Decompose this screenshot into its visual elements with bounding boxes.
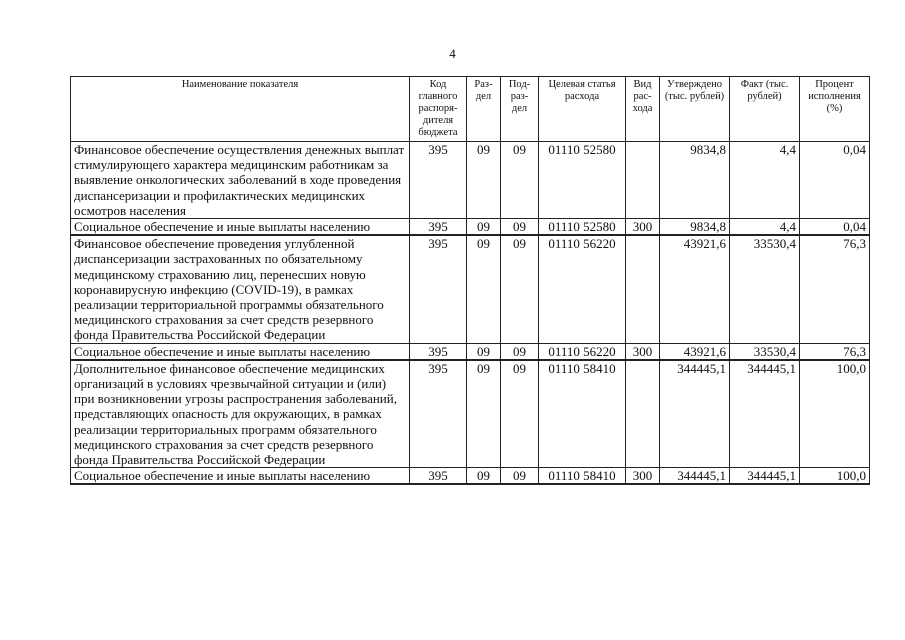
row-percent: 76,3 xyxy=(800,343,870,360)
header-percent: Процент исполнения (%) xyxy=(800,77,870,142)
row-code: 395 xyxy=(410,360,467,468)
row-subsection: 09 xyxy=(501,343,539,360)
row-kind: 300 xyxy=(626,468,660,485)
row-kind: 300 xyxy=(626,343,660,360)
row-section: 09 xyxy=(467,219,501,236)
header-name: Наименование показателя xyxy=(71,77,410,142)
row-fact: 344445,1 xyxy=(730,468,800,485)
row-section: 09 xyxy=(467,360,501,468)
table-row xyxy=(71,142,870,219)
row-subsection: 09 xyxy=(501,235,539,343)
row-target: 01110 56220 xyxy=(539,343,626,360)
row-section: 09 xyxy=(467,468,501,485)
row-target: 01110 52580 xyxy=(539,142,626,219)
row-approved: 43921,6 xyxy=(660,343,730,360)
row-code: 395 xyxy=(410,468,467,485)
row-fact: 344445,1 xyxy=(730,360,800,468)
row-fact: 4,4 xyxy=(730,219,800,236)
row-subsection: 09 xyxy=(501,142,539,219)
row-name: Дополнительное финансовое обеспечение медицинских организаций в условиях чрезвычайной ситуации и (или) при возникновении угрозы распространения заболеваний, представляющих опасность для окружающих, в рамках реализации территориальных программ обязательного медицинского страхования за счет средств резервного фонда Правительства Российской Федерации xyxy=(71,360,410,468)
row-name: Социальное обеспечение и иные выплаты населению xyxy=(71,219,410,236)
row-code: 395 xyxy=(410,343,467,360)
row-approved: 43921,6 xyxy=(660,235,730,343)
row-kind xyxy=(626,235,660,343)
header-code: Код главного распоря-дителя бюджета xyxy=(410,77,467,142)
row-code: 395 xyxy=(410,235,467,343)
table-row xyxy=(71,343,870,360)
row-kind xyxy=(626,360,660,468)
table-row xyxy=(71,219,870,236)
row-subsection: 09 xyxy=(501,468,539,485)
row-fact: 33530,4 xyxy=(730,235,800,343)
row-code: 395 xyxy=(410,219,467,236)
row-percent: 0,04 xyxy=(800,142,870,219)
header-target: Целевая статья расхода xyxy=(539,77,626,142)
row-fact: 33530,4 xyxy=(730,343,800,360)
header-kind: Вид рас-хода xyxy=(626,77,660,142)
header-fact: Факт (тыс. рублей) xyxy=(730,77,800,142)
row-section: 09 xyxy=(467,142,501,219)
table-header-row xyxy=(71,77,870,142)
row-kind: 300 xyxy=(626,219,660,236)
row-target: 01110 56220 xyxy=(539,235,626,343)
row-target: 01110 52580 xyxy=(539,219,626,236)
row-percent: 76,3 xyxy=(800,235,870,343)
header-section: Раз-дел xyxy=(467,77,501,142)
row-name: Финансовое обеспечение проведения углубленной диспансеризации застрахованных по обязательному медицинскому страхованию лиц, перенесших новую коронавирусную инфекцию (COVID-19), в рамках реализации территориальной программы обязательного медицинского страхования за счет средств резервного фонда Правительства Российской Федерации xyxy=(71,235,410,343)
row-percent: 100,0 xyxy=(800,468,870,485)
page-number: 4 xyxy=(449,46,456,61)
row-percent: 100,0 xyxy=(800,360,870,468)
row-fact: 4,4 xyxy=(730,142,800,219)
row-subsection: 09 xyxy=(501,360,539,468)
row-approved: 344445,1 xyxy=(660,468,730,485)
row-name: Социальное обеспечение и иные выплаты населению xyxy=(71,468,410,485)
header-approved: Утверждено (тыс. рублей) xyxy=(660,77,730,142)
row-kind xyxy=(626,142,660,219)
table-row xyxy=(71,468,870,485)
row-percent: 0,04 xyxy=(800,219,870,236)
row-approved: 344445,1 xyxy=(660,360,730,468)
header-subsection: Под-раз-дел xyxy=(501,77,539,142)
row-name: Социальное обеспечение и иные выплаты населению xyxy=(71,343,410,360)
table-row xyxy=(71,235,870,343)
budget-execution-table xyxy=(70,76,870,485)
row-name: Финансовое обеспечение осуществления денежных выплат стимулирующего характера медицинским работникам за выявление онкологических заболеваний в ходе проведения диспансеризации и профилактических медицинских осмотров населения xyxy=(71,142,410,219)
row-target: 01110 58410 xyxy=(539,468,626,485)
row-approved: 9834,8 xyxy=(660,219,730,236)
table-row xyxy=(71,360,870,468)
row-subsection: 09 xyxy=(501,219,539,236)
row-target: 01110 58410 xyxy=(539,360,626,468)
row-section: 09 xyxy=(467,343,501,360)
row-section: 09 xyxy=(467,235,501,343)
row-approved: 9834,8 xyxy=(660,142,730,219)
row-code: 395 xyxy=(410,142,467,219)
